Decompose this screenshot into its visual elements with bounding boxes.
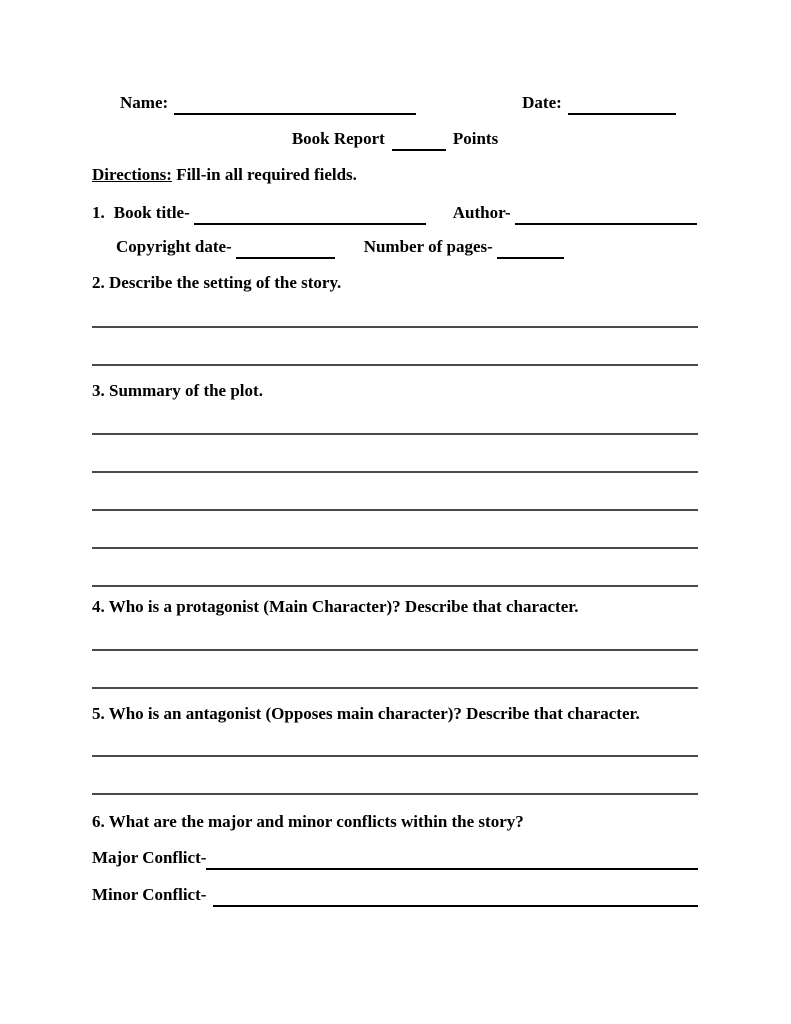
header-row <box>120 93 676 113</box>
minor-conflict-label: Minor Conflict- <box>92 885 207 904</box>
pages-label: Number of pages- <box>363 237 493 256</box>
q2-answer-lines <box>92 290 698 366</box>
answer-line[interactable] <box>92 613 698 651</box>
major-conflict-label: Major Conflict- <box>92 848 207 867</box>
q4-label: 4. Who is a protagonist (Main Character)? Describe that character. <box>92 597 579 616</box>
title-row <box>92 129 698 149</box>
q5-label: 5. Who is an antagonist (Opposes main character)? Describe that character. <box>92 704 640 723</box>
q1-row <box>92 203 697 223</box>
answer-line[interactable] <box>92 757 698 795</box>
copyright-row <box>116 237 564 257</box>
answer-line[interactable] <box>92 549 698 587</box>
minor-conflict-field[interactable] <box>213 887 698 907</box>
major-conflict-field[interactable] <box>206 850 698 870</box>
q3-label: 3. Summary of the plot. <box>92 381 263 400</box>
q1-number: 1. <box>92 203 105 222</box>
directions-text: Fill-in all required fields. <box>171 165 357 184</box>
q6-label: 6. What are the major and minor conflicts within the story? <box>92 812 524 831</box>
copyright-label: Copyright date- <box>116 237 232 256</box>
name-field[interactable] <box>174 95 416 115</box>
directions-label: Directions: <box>92 165 172 184</box>
pages-field[interactable] <box>497 239 564 259</box>
title-suffix: Points <box>452 129 499 148</box>
q3-answer-lines <box>92 397 698 587</box>
date-label: Date: <box>522 93 562 112</box>
answer-line[interactable] <box>92 651 698 689</box>
author-label: Author- <box>452 203 511 222</box>
answer-line[interactable] <box>92 290 698 328</box>
answer-line[interactable] <box>92 719 698 757</box>
title-prefix: Book Report <box>291 129 385 148</box>
directions <box>92 165 357 185</box>
answer-line[interactable] <box>92 473 698 511</box>
author-field[interactable] <box>515 205 697 225</box>
name-label: Name: <box>120 93 169 112</box>
date-field[interactable] <box>568 95 676 115</box>
book-title-label: Book title- <box>113 203 190 222</box>
answer-line[interactable] <box>92 511 698 549</box>
q5-answer-lines <box>92 719 698 795</box>
answer-line[interactable] <box>92 397 698 435</box>
book-title-field[interactable] <box>194 205 426 225</box>
q2-label: 2. Describe the setting of the story. <box>92 273 342 292</box>
minor-conflict-row <box>92 885 698 905</box>
copyright-field[interactable] <box>236 239 335 259</box>
answer-line[interactable] <box>92 328 698 366</box>
q4-answer-lines <box>92 613 698 689</box>
points-field[interactable] <box>392 131 446 151</box>
answer-line[interactable] <box>92 435 698 473</box>
major-conflict-row <box>92 848 698 868</box>
